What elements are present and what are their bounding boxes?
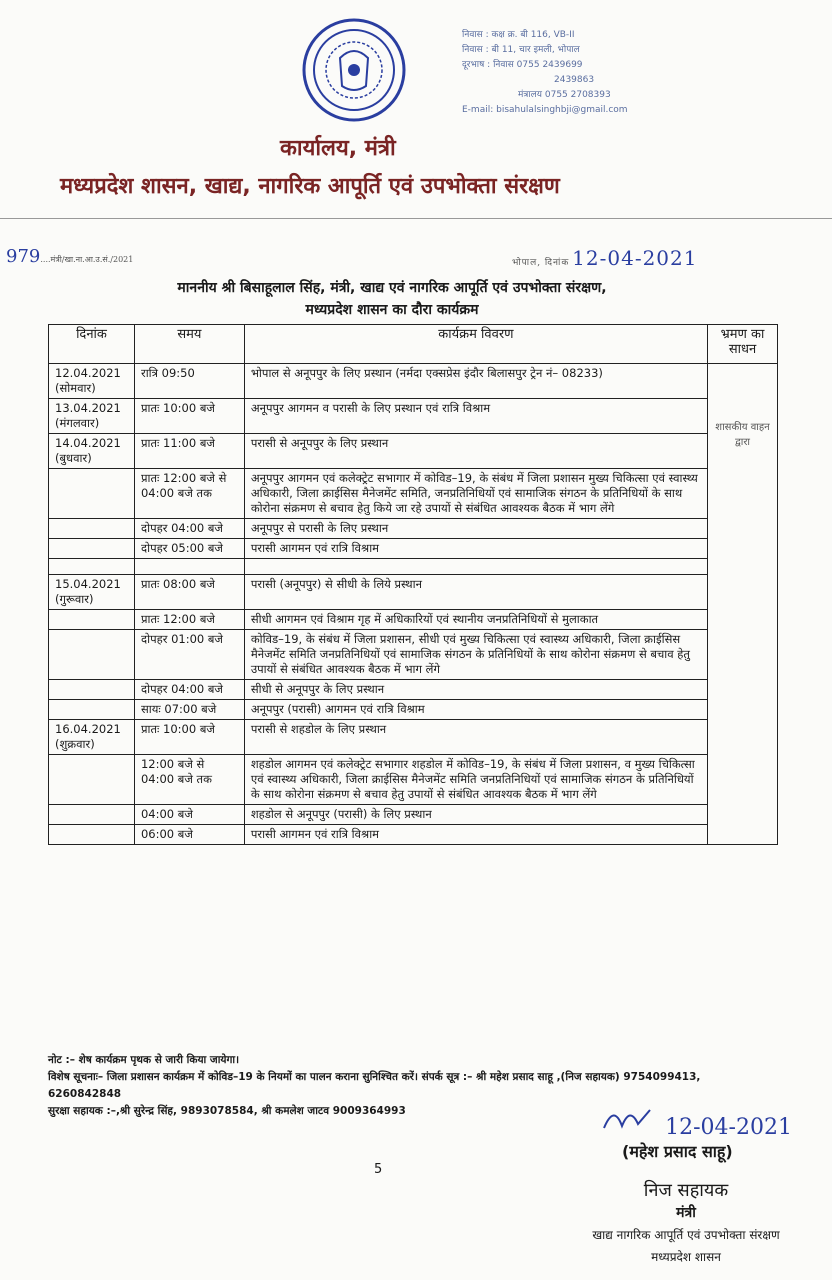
table-row [49, 434, 778, 469]
row-time: सायः 07:00 बजे [134, 700, 244, 720]
table-row [49, 700, 778, 720]
row-detail: सीधी से अनूपपुर के लिए प्रस्थान [244, 680, 707, 700]
row-time: प्रातः 10:00 बजे [134, 399, 244, 434]
row-time: 12:00 बजे से 04:00 बजे तक [134, 755, 244, 805]
row-time: प्रातः 12:00 बजे से 04:00 बजे तक [134, 469, 244, 519]
letterhead-contact [462, 28, 702, 118]
row-detail: परासी आगमन एवं रात्रि विश्राम [244, 539, 707, 559]
table-row [49, 559, 778, 575]
reference-date-value: 12-04-2021 [572, 246, 698, 270]
row-date [49, 700, 135, 720]
designation-minister: मंत्री [676, 1205, 696, 1221]
table-row [49, 469, 778, 519]
contact-line: 2439863 [554, 75, 595, 85]
row-date [49, 519, 135, 539]
table-row [49, 720, 778, 755]
designation-title: निज सहायक [643, 1180, 729, 1201]
row-date: 12.04.2021 (सोमवार) [49, 364, 135, 399]
row-detail: अनूपपुर आगमन व परासी के लिए प्रस्थान एवं रात्रि विश्राम [244, 399, 707, 434]
header-detail: कार्यक्रम विवरण [244, 325, 707, 364]
header-date: दिनांक [49, 325, 135, 364]
header-time: समय [134, 325, 244, 364]
row-time: दोपहर 05:00 बजे [134, 539, 244, 559]
contact-line: निवास : कक्ष क्र. बी 116, VB-II [462, 30, 575, 40]
row-date: 13.04.2021 (मंगलवार) [49, 399, 135, 434]
signatory-name: (महेश प्रसाद साहू) [622, 1142, 733, 1161]
table-row [49, 680, 778, 700]
programme-heading: माननीय श्री बिसाहूलाल सिंह, मंत्री, खाद्य एवं नागरिक आपूर्ति एवं उपभोक्ता संरक्षण, [177, 280, 607, 296]
header-divider [0, 218, 832, 219]
office-title: कार्यालय, मंत्री [280, 136, 396, 161]
contact-line: मंत्रालय 0755 2708393 [518, 90, 611, 100]
row-date [49, 539, 135, 559]
table-row [49, 630, 778, 680]
row-date [49, 805, 135, 825]
row-detail: शहडोल आगमन एवं कलेक्ट्रेट सभागार शहडोल में कोविड–19, के संबंध में जिला प्रशासन, व मुख्य चिकित्सा एवं स्वास्थ्य अधिकारी, जिला क्राईसिस मैनेजमेंट समिति जनप्रतिनिधियों एवं सामाजिक संगठन के प्रतिनिधियों के साथ कोरोना संक्रमण से बचाव हेतु उपायों से संबंधित आवश्यक बैठक में भाग लेंगे [244, 755, 707, 805]
row-detail: सीधी आगमन एवं विश्राम गृह में अधिकारियों एवं स्थानीय जनप्रतिनिधियों से मुलाकात [244, 610, 707, 630]
table-row [49, 825, 778, 845]
row-time: प्रातः 12:00 बजे [134, 610, 244, 630]
row-detail: शहडोल से अनूपपुर (परासी) के लिए प्रस्थान [244, 805, 707, 825]
header-transport: भ्रमण का साधन [708, 325, 778, 364]
state-emblem-icon [300, 14, 408, 126]
handwritten-date: 12-04-2021 [665, 1115, 792, 1140]
contact-line: निवास : बी 11, चार इमली, भोपाल [462, 45, 580, 55]
signature-block [600, 1100, 830, 1140]
row-time: 04:00 बजे [134, 805, 244, 825]
row-date [49, 755, 135, 805]
table-header-row [49, 325, 778, 364]
row-detail: अनूपपुर (परासी) आगमन एवं रात्रि विश्राम [244, 700, 707, 720]
programme-subheading: मध्यप्रदेश शासन का दौरा कार्यक्रम [305, 302, 479, 318]
row-time: दोपहर 04:00 बजे [134, 680, 244, 700]
row-detail: भोपाल से अनूपपुर के लिए प्रस्थान (नर्मदा एक्सप्रेस इंदौर बिलासपुर ट्रेन नं– 08233) [244, 364, 707, 399]
row-date [49, 469, 135, 519]
row-detail: अनूपपुर आगमन एवं कलेक्ट्रेट सभागार में कोविड–19, के संबंध में जिला प्रशासन मुख्य चिकित्सा एवं स्वास्थ्य अधिकारी, जिला क्राईसिस मैनेजमेंट समिति, जनप्रतिनिधियों एवं सामाजिक संगठन के प्रतिनिधियों के साथ कोरोना संक्रमण से बचाव हेतु किये जा रहे उपायों से संबंधित आवश्यक बैठक में भाग लेंगे [244, 469, 707, 519]
signature-scribble-icon [600, 1100, 660, 1134]
row-time: दोपहर 01:00 बजे [134, 630, 244, 680]
row-date: 15.04.2021 (गुरूवार) [49, 575, 135, 610]
designation-department: खाद्य नागरिक आपूर्ति एवं उपभोक्ता संरक्षण [592, 1228, 780, 1242]
row-time: प्रातः 11:00 बजे [134, 434, 244, 469]
table-row [49, 610, 778, 630]
table-row [49, 539, 778, 559]
row-date: 14.04.2021 (बुधवार) [49, 434, 135, 469]
contact-line: दूरभाष : निवास 0755 2439699 [462, 60, 583, 70]
row-detail: परासी आगमन एवं रात्रि विश्राम [244, 825, 707, 845]
row-detail: परासी से अनूपपुर के लिए प्रस्थान [244, 434, 707, 469]
table-row [49, 575, 778, 610]
tour-schedule-table [48, 324, 778, 845]
row-time: प्रातः 08:00 बजे [134, 575, 244, 610]
signatory-designation [556, 1180, 816, 1268]
reference-number-value: 979 [6, 246, 41, 267]
table-row [49, 755, 778, 805]
row-date [49, 825, 135, 845]
row-time [134, 559, 244, 575]
row-detail [244, 559, 707, 575]
page-number: 5 [374, 1162, 383, 1177]
row-date [49, 630, 135, 680]
row-detail: अनूपपुर से परासी के लिए प्रस्थान [244, 519, 707, 539]
transport-mode: शासकीय वाहन द्वारा [708, 364, 778, 845]
table-row [49, 364, 778, 399]
contact-email: E-mail: bisahulalsinghbji@gmail.com [462, 105, 628, 115]
table-row [49, 399, 778, 434]
reference-number [6, 246, 133, 267]
row-date [49, 680, 135, 700]
table-row [49, 805, 778, 825]
table-body [49, 364, 778, 845]
row-time: प्रातः 10:00 बजे [134, 720, 244, 755]
designation-state: मध्यप्रदेश शासन [651, 1250, 721, 1264]
row-detail: परासी (अनूपपुर) से सीधी के लिये प्रस्थान [244, 575, 707, 610]
department-title: मध्यप्रदेश शासन, खाद्य, नागरिक आपूर्ति एवं उपभोक्ता संरक्षण [60, 174, 560, 199]
row-time: दोपहर 04:00 बजे [134, 519, 244, 539]
security-assistant: सुरक्षा सहायक :–,श्री सुरेन्द्र सिंह, 9893078584, श्री कमलेश जाटव 9009364993 [48, 1105, 406, 1117]
row-time: 06:00 बजे [134, 825, 244, 845]
row-date: 16.04.2021 (शुक्रवार) [49, 720, 135, 755]
special-instruction: विशेष सूचनाः– जिला प्रशासन कार्यक्रम में कोविड–19 के नियमों का पालन कराना सुनिश्चित करें। संपर्क सूत्र :– श्री महेश प्रसाद साहू ,(निज सहायक) 9754099413, 6260842848 [48, 1071, 701, 1100]
note-line: नोट :– शेष कार्यक्रम पृथक से जारी किया जायेगा। [48, 1054, 240, 1066]
reference-date-label: भोपाल, दिनांक [512, 258, 570, 268]
reference-date [512, 246, 697, 270]
table-row [49, 519, 778, 539]
row-time: रात्रि 09:50 [134, 364, 244, 399]
row-detail: परासी से शहडोल के लिए प्रस्थान [244, 720, 707, 755]
row-date [49, 610, 135, 630]
reference-number-suffix: ....मंत्री/खा.ना.आ.उ.सं./2021 [40, 255, 134, 264]
row-detail: कोविड–19, के संबंध में जिला प्रशासन, सीधी एवं मुख्य चिकित्सा एवं स्वास्थ्य अधिकारी, जिला क्राईसिस मैनेजमेंट समिति जनप्रतिनिधियों एवं सामाजिक संगठन के प्रतिनिधियों के साथ कोरोना संक्रमण से बचाव हेतु उपायों से संबंधित आवश्यक बैठक में भाग लेंगे [244, 630, 707, 680]
row-date [49, 559, 135, 575]
